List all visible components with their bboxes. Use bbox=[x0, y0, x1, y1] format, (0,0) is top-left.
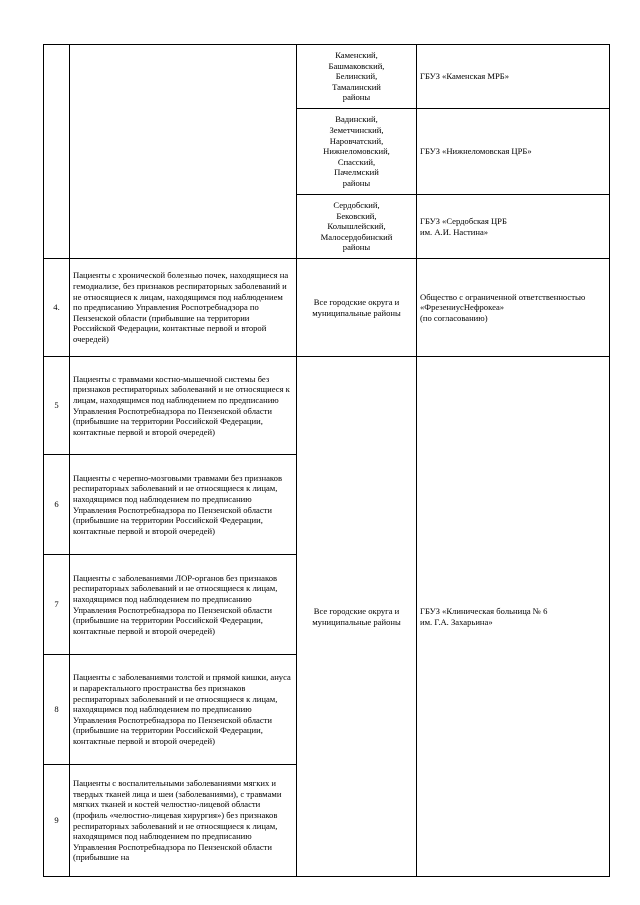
organization-cell: ГБУЗ «Клиническая больница № 6 им. Г.А. Захарьина» bbox=[417, 357, 610, 877]
row-number: 7 bbox=[44, 555, 70, 655]
patients-description: Пациенты с заболеваниями толстой и прямой кишки, ануса и параректального пространства без признаков респираторных заболеваний и не относящиеся к лицам, находящимся под наблюдением по предписанию Управления Роспотребнадзора по Пензенской области (прибывшие на территории Российской Федерации, контактные первой и второй очередей) bbox=[70, 655, 297, 765]
patients-description: Пациенты с черепно-мозговыми травмами без признаков респираторных заболеваний и не относящиеся к лицам, находящимся под наблюдением по предписанию Управления Роспотребнадзора по Пензенской области (прибывшие на территории Российской Федерации, контактные первой и второй очередей) bbox=[70, 455, 297, 555]
row-number: 5 bbox=[44, 357, 70, 455]
table-row bbox=[44, 357, 610, 455]
row-number: 4. bbox=[44, 259, 70, 357]
patients-cell-continued bbox=[70, 45, 297, 259]
patients-description: Пациенты с хронической болезнью почек, находящиеся на гемодиализе, без признаков респираторных заболеваний и не относящиеся к лицам, находящимся под наблюдением по предписанию Управления Роспотребнадзора по Пензенской области (прибывшие на территории Российской Федерации, контактные первой и второй очередей) bbox=[70, 259, 297, 357]
area-cell: Все городские округа и муниципальные районы bbox=[297, 357, 417, 877]
organization-cell: ГБУЗ «Нижнеломовская ЦРБ» bbox=[417, 109, 610, 195]
row-number: 8 bbox=[44, 655, 70, 765]
row-number: 6 bbox=[44, 455, 70, 555]
district-areas-cell: Вадинский, Земетчинский, Наровчатский, Нижнеломовский, Спасский, Пачелмский районы bbox=[297, 109, 417, 195]
patients-description: Пациенты с травмами костно-мышечной системы без признаков респираторных заболеваний и не относящиеся к лицам, находящимся под наблюдением по предписанию Управления Роспотребнадзора по Пензенской области (прибывшие на территории Российской Федерации, контактные первой и второй очередей) bbox=[70, 357, 297, 455]
organization-cell: ГБУЗ «Каменская МРБ» bbox=[417, 45, 610, 109]
patients-description: Пациенты с заболеваниями ЛОР-органов без признаков респираторных заболеваний и не относящиеся к лицам, находящимся под наблюдением по предписанию Управления Роспотребнадзора по Пензенской области (прибывшие на территории Российской Федерации, контактные первой и второй очередей) bbox=[70, 555, 297, 655]
number-cell-continued bbox=[44, 45, 70, 259]
district-areas-cell: Каменский, Башмаковский, Белинский, Тамалинский районы bbox=[297, 45, 417, 109]
organization-cell: Общество с ограниченной ответственностью «ФрезениусНефрокеа» (по согласованию) bbox=[417, 259, 610, 357]
table-row bbox=[44, 45, 610, 109]
organization-cell: ГБУЗ «Сердобская ЦРБ им. А.И. Настина» bbox=[417, 195, 610, 259]
patients-description: Пациенты с воспалительными заболеваниями мягких и твердых тканей лица и шеи (заболеваниями), с травмами мягких тканей и костей челюстно-лицевой области (профиль «челюстно-лицевая хирургия») без признаков респираторных заболеваний и не относящиеся к лицам, находящимся под наблюдением по предписанию Управления Роспотребнадзора по Пензенской области (прибывшие на bbox=[70, 765, 297, 877]
area-cell: Все городские округа и муниципальные районы bbox=[297, 259, 417, 357]
row-number: 9 bbox=[44, 765, 70, 877]
table-row bbox=[44, 259, 610, 357]
hospital-assignment-table bbox=[43, 44, 610, 877]
district-areas-cell: Сердобский, Бековский, Колышлейский, Малосердобинский районы bbox=[297, 195, 417, 259]
